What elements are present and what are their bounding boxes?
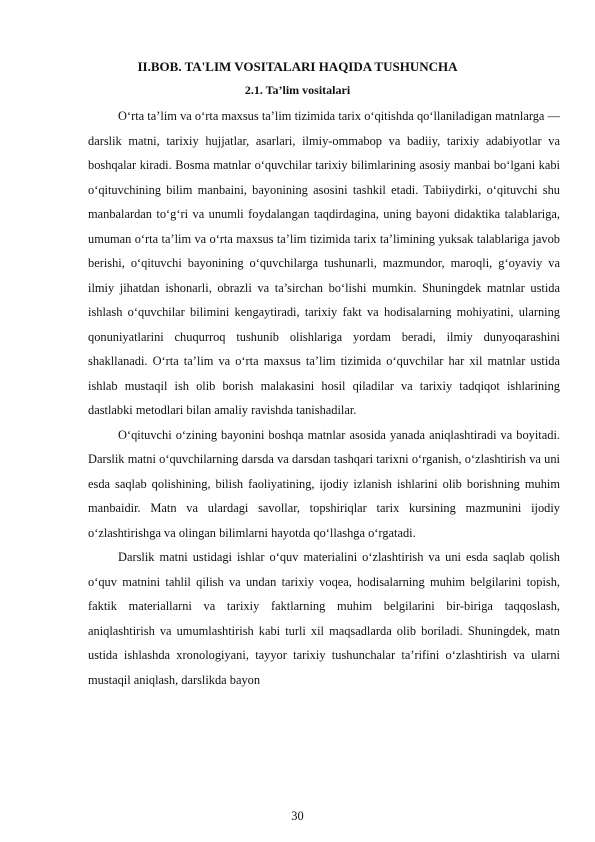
paragraph-3: Darslik matni ustidagi ishlar o‘quv materialini o‘zlashtirish va uni esda saqlab qolish o‘quv matnini tahlil qilish va undan tarixiy voqea, hodisalarning muhim belgilarini topish, faktik materiallarni va tarixiy faktlarning muhim belgilarini bir-biriga taqqoslash, aniqlashtirish va umumlashtirish kabi turli xil maqsadlarda olib boriladi. Shuningdek, matn ustida ishlashda xronologiyani, tayyor tarixiy tushunchalar ta’rifini o‘zlashtirish va ularni mustaqil aniqlash, darslikda bayon — [88, 550, 560, 687]
paragraph-2: O‘qituvchi o‘zining bayonini boshqa matnlar asosida yanada aniqlashtiradi va boyitadi. Darslik matni o‘quvchilarning darsda va darsdan tashqari tarixni o‘rganish, o‘zlashtirish va uni esda saqlab qolishining, bilish faoliyatining, ijodiy izlanish ishlarini olib borishning muhim manbaidir. Matn va ulardagi savollar, topshiriqlar tarix kursining mazmunini ijodiy o‘zlashtirishga va olingan bilimlarni hayotda qo‘llashga o‘rgatadi. — [88, 427, 560, 540]
paragraph-1: O‘rta ta’lim va o‘rta maxsus ta’lim tizimida tarix o‘qitishda qo‘llaniladigan matnlarga — darslik matni, tarixiy hujjatlar, asarlari, ilmiy-ommabop va badiiy, tarixiy adabiyotlar va boshqalar kiradi. Bosma matnlar o‘quvchilar tarixiy bilimlarining asosiy manbai bo‘lgani kabi o‘qituvchining bilim manbaini, bayonining asosini tashkil etadi. Tabiiydirki, o‘qituvchi shu manbalardan to‘g‘ri va unumli foydalangan taqdirdagina, uning bayoni didaktika talablariga, umuman o‘rta ta’lim va o‘rta maxsus ta’lim tizimida tarix ta’limining yuksak talablariga javob berishi, o‘qituvchi bayonining o‘quvchilarga tushunarli, mazmundor, maroqli, g‘oyaviy va ilmiy jihatdan ishonarli, obrazli va ta’sirchan bo‘lishi mumkin. Shuningdek matnlar ustida ishlash o‘quvchilar bilimini kengaytiradi, tarixiy fakt va hodisalarning mohiyatini, ularning qonuniyatlarini chuqurroq tushunib olishlariga yordam beradi, ilmiy dunyoqarashini shakllanadi. O‘rta ta’lim va o‘rta maxsus ta’lim tizimida o‘quvchilar har xil matnlar ustida ishlab mustaqil ish olib borish malakasini hosil qiladilar va tarixiy tadqiqot ishlarining dastlabki metodlari bilan amaliy ravishda tanishadilar. — [88, 109, 560, 417]
chapter-title: II.BOB. TA'LIM VOSITALARI HAQIDA TUSHUNCHA — [137, 59, 458, 74]
page-number: 30 — [291, 809, 304, 823]
section-title: 2.1. Ta’lim vositalari — [244, 83, 351, 97]
body-text — [88, 104, 560, 692]
